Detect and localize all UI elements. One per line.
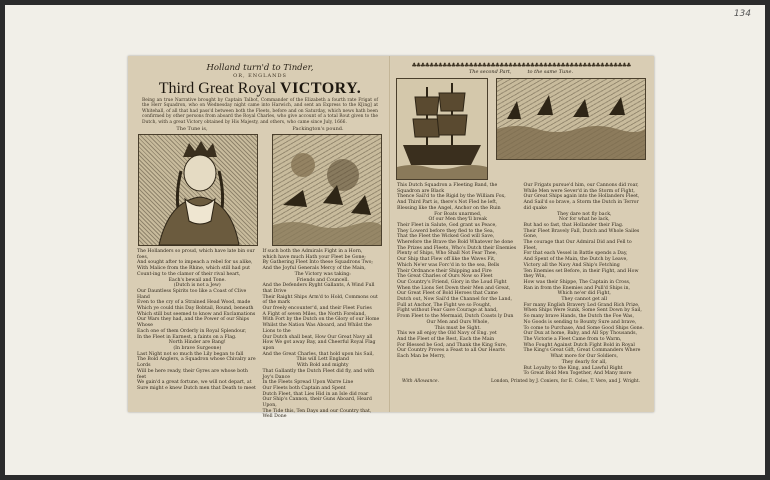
verse-line: Which still but seemed to know and Exclamations: [137, 311, 256, 317]
verse-line: Friends and Councell.: [296, 277, 349, 283]
verse-line: With Malice from the Rhine, which still had put: [137, 266, 250, 272]
king-portrait-woodcut: [138, 134, 258, 246]
verse-line: Dutch Fleet, that Lies Hid in an Isle did roar: [262, 391, 369, 397]
verse-line: Our Country Proves a Feast to all Our Hearts: [397, 348, 505, 354]
second-part-header: [394, 69, 648, 76]
verse-line: The Prizes and Fleets, Who's Dutch their Enemies: [397, 245, 517, 251]
verse-line: And the Great Charles, that hold upon his Sail,: [262, 351, 374, 357]
verse-line: Each's bewail and Tone.: [168, 277, 226, 283]
imprint-footer: [394, 379, 648, 384]
verse-line: And the Fleet of the Rest, Each the Main: [397, 336, 495, 342]
verse-line: This Dutch Squadron a Fleeting Band, the Squadron are Black: [397, 183, 498, 194]
verse-line: The Great Charles of Ours Now so Fleet: [397, 274, 493, 280]
ship-drawing: [397, 79, 487, 179]
title-pre: Third Great Royal: [158, 80, 277, 97]
catalog-number: 134: [733, 9, 751, 19]
intro-paragraph: Being an true Narrative brought by Captain Talbot, Commander of the Elizabeth a fourth rate Frigat of the Herr Squadron, who on Wednesday night came into Harwich, and sent an Express to the K[ing] at Whitehall, of all that had pass'd between both the Fleets, before and on Saturday, which news hath been confirmed by other persons from aboard the Royal Charles, who give account of a total Rout given to the Dutch, with a great Victory obtained by His Majesty, and others, who came since July, 1666.: [142, 98, 378, 125]
verse-line: The King's Great Gift, Great Commanders Where: [523, 348, 641, 354]
tune-line: [134, 126, 386, 132]
verse-line: And Sail'd so brave, a Storm the Dutch in Terror did quake: [523, 200, 639, 211]
fleet-drawing: [497, 79, 645, 159]
battle-drawing: [273, 135, 381, 245]
verse-line: When Ships Were Sunk, Some Sent Down by Sail,: [523, 308, 642, 314]
verse-line: The Tide this, Ten Days and our Country that, Well Done: [262, 408, 372, 420]
title-victory: VICTORY.: [280, 80, 362, 97]
verse-line: Whilst the Nation Was Aboard, and Whilst the Lions to the: [262, 323, 372, 334]
verse-line: They Lowerd before they fled to the Sea,: [397, 228, 495, 234]
verse-line: What more for Our Soldiers,: [550, 354, 619, 360]
tune-name: Packington's pound.: [292, 126, 344, 133]
naval-battle-woodcut: [272, 134, 382, 246]
verse-line: The courage that Our Admiral Did and Fell to Fleet,: [523, 240, 632, 251]
verse-line: From Fleet to the Mermaid, Dutch Coasts ly Dun: [397, 314, 514, 320]
verse-line: By Gathering Fleet Into these Squadrons Two;: [262, 260, 373, 266]
verse-line: Our Great Ships again into the Hollanders Fleet,: [523, 194, 640, 200]
verse-line: Who Fought Against Dutch Fight Bold in Royal: [523, 342, 635, 348]
verse-line: Nor for what he lack,: [558, 217, 610, 223]
right-column-2: [523, 183, 645, 377]
verse-line: Last Night not so much the Lily began to fall: [137, 351, 244, 357]
verse-line: Will be here ready, their Gyres are whose both feet: [137, 368, 248, 380]
left-verse-columns: [134, 249, 386, 420]
right-verse-columns: [394, 183, 648, 377]
verse-line: But had so fast, that Hollander their Flag.: [523, 222, 624, 228]
verse-line: Their Raight Ships Arm'd to Hold, Commons out of the mark: [262, 294, 378, 306]
allowance-note: With Allowance.: [402, 378, 440, 384]
verse-line: With Fort by the Dutch on the Glory of our Home: [262, 317, 380, 323]
verse-line: Each Man be Merry,: [397, 354, 446, 360]
right-page: [394, 62, 648, 406]
verse-line: But Loyalty to the King, and Lawful Right: [523, 365, 623, 371]
right-woodcuts: [394, 78, 648, 180]
subhead: OR, ENGLANDS: [233, 73, 287, 79]
printer-imprint: London, Printed by J. Coniers, for E. Coles, T. Vere, and J. Wright.: [490, 378, 640, 384]
verse-line: North Hinder are Bang!: [168, 340, 226, 346]
left-column-2: [262, 249, 383, 420]
verse-line: How was their Shippe, The Captain in Cross,: [523, 279, 631, 285]
verse-line: Their Fleet in Salute, God grant us Peace,: [397, 222, 497, 228]
verse-line: The Hollanders so proud, which have late bin our foes,: [137, 249, 255, 260]
verse-line: Our Wars they had, and the Power of our Ships Whose: [137, 317, 250, 329]
verse-line: (In brave Surgeone): [173, 345, 222, 351]
verse-line: If such both the Admirals Fight in a Horn,: [262, 249, 363, 255]
verse-line: Victory all the Navy And Ship's Fetching: [523, 262, 620, 268]
verse-line: Which Ne'er was Forc'd in to the sea, Bells: [397, 262, 500, 268]
verse-line: And Third Part is, there's Not Fled he left,: [397, 200, 498, 206]
verse-line: That Gallantly the Dutch Fleet did fly, and with Joy's Dance: [262, 368, 375, 380]
verse-line: which have much Hath your Fleet be Gone;: [262, 254, 366, 260]
verse-line: Our Dauntless Spirits too like a Coast of Clive Hand: [137, 288, 247, 300]
verse-line: Our Dutch shall beat, How Our Great Navy all: [262, 334, 373, 340]
main-title: [134, 80, 386, 98]
left-page: [134, 62, 386, 420]
broadside-sheet: [128, 56, 654, 420]
verse-line: Sure might e knew Dutch men that Death to meet: [137, 385, 256, 391]
verse-line: Plenty of Ships, Who Shall Not Fear Thee,: [397, 251, 498, 257]
verse-line: When the Lions Set Down their Men and Great,: [397, 285, 511, 291]
verse-line: Our Country's Friend, Glory in the Loud Fight: [397, 279, 507, 285]
verse-line: This we all enjoy the Old Navy of Eng. yet: [397, 331, 497, 337]
verse-line: The Bold Anglers, a Squadron whose Chivalry are Lords: [137, 357, 256, 369]
verse-line: Our Ship's Cannon, their Guns Aboard, Heard Upon,: [262, 397, 372, 409]
verse-line: Dutch out, Now Sail'd the Channel for the Land,: [397, 297, 512, 303]
verse-line: To come to Purchase, And Some Good Ships Gone.: [523, 325, 644, 331]
verse-line: (Dutch is not a Jew): [173, 283, 221, 289]
verse-line: Their Ordnance their Shipping and Fire: [397, 268, 492, 274]
verse-line: And sought after to impeach a rebel for us alike,: [137, 260, 253, 266]
verse-line: Of our Men they'll break: [428, 217, 487, 223]
verse-line: And the Defenders Ryght Gallants, A Wind Full that Drive: [262, 283, 375, 294]
verse-line: Even to the cry of a Strained Head Wood, made: [137, 300, 251, 306]
verse-line: For Boats unarmed,: [434, 211, 482, 217]
verse-line: Thence Sail'd to the Rigid by the William Fox,: [397, 194, 506, 200]
verse-line: Our Dux at home, Baby, and All Spy Thousands,: [523, 331, 638, 337]
verse-line: They cannot get all: [561, 297, 608, 303]
verse-line: Ran in from the Enemies and Pull'd Ships in,: [523, 285, 631, 291]
verse-line: Ten Enemies set Before, in their Fight, and How they Win,: [523, 268, 639, 280]
ship-woodcut: [396, 78, 488, 180]
verse-line: Our Frigats pursue'd him, our Cannons did roar,: [523, 183, 639, 188]
tune-label: The Tune is,: [176, 126, 208, 133]
portrait-drawing: [139, 135, 257, 245]
verse-line: The Victory was taking:: [294, 271, 351, 277]
verse-line: Count-ing to the clamor of their rival heart,: [137, 271, 241, 277]
verse-line: Their Fleet Bravely Fall, Dutch and Whole Sailes Gone,: [523, 228, 640, 240]
verse-line: Full at Anchor, The Fight we so Fought,: [397, 302, 492, 308]
verse-line: No Goods is sending to Bounty Sure and brave,: [523, 319, 637, 325]
fleet-woodcut: [496, 78, 646, 160]
verse-line: So many brave Hands, the Dutch the Foe Was,: [523, 314, 634, 320]
verse-line: Wherefore the Brave the Bold Whatever he done: [397, 240, 514, 246]
verse-line: Our Ship that Flew off like the Waves Fit,: [397, 257, 496, 263]
verse-line: In the Fleets Spread Upon Warre Line: [262, 380, 354, 386]
verse-line: The Victorie a Fleet Came from to Warm,: [523, 336, 622, 342]
verse-line: Each one of them Orderly in Royal Splendour,: [137, 328, 247, 334]
verse-line: With Bold and mighty: [296, 363, 349, 369]
verse-line: Our Men and Ours Whole,: [426, 319, 489, 325]
verse-line: Fight without Fear Gave Courage at hand,: [397, 308, 498, 314]
verse-line: And Spent of the Main, the Dutch by Leave,: [523, 257, 628, 263]
second-part-tune: to the same Tune.: [527, 69, 574, 75]
left-column-1: [137, 249, 258, 420]
verse-line: Our Great Fleet of Bold Heroes that Came: [397, 291, 498, 297]
verse-line: For Blessed be God, and Thank the King Sure,: [397, 342, 508, 348]
left-woodcuts: [134, 134, 386, 246]
verse-line: We gain'd a great fortune, we will not depart, at: [137, 380, 252, 386]
verse-line: This will Lett England: [296, 357, 349, 363]
verse-line: Blessing like the Angel, Anchor on the Ruin: [397, 205, 501, 211]
center-fold: [389, 56, 391, 412]
verse-line: They dare not fly back,: [556, 211, 612, 217]
verse-line: Which ne'er did Fight,: [557, 291, 611, 297]
verse-line: A Fight of seven Miles, the North Foreland,: [262, 311, 366, 317]
verse-line: This must be Sight.: [434, 325, 481, 331]
verse-line: Our freely encounter'd, and their Fleet Furies: [262, 306, 372, 312]
verse-line: How We got away Bay, and Cheerful Royal Flag upon: [262, 340, 376, 351]
verse-line: While Men were Sever'd in the Storm of Fight,: [523, 188, 635, 194]
ornament-border: ♣♣♣♣♣♣♣♣♣♣♣♣♣♣♣♣♣♣♣♣♣♣♣♣♣♣♣♣♣♣♣♣♣♣♣♣♣♣♣♣♣♣♣♣♣♣♣♣♣♣: [411, 62, 631, 69]
verse-line: For that each Vessel in Battle spends a Day,: [523, 251, 628, 257]
verse-line: In the Fleet in Earnest, a faints on a Flag.: [137, 334, 237, 340]
verse-line: For many English Bravery Led Grand Rich Prize,: [523, 302, 640, 308]
verse-line: Our Fleets both Captain and Spent: [262, 385, 346, 391]
right-column-1: [397, 183, 519, 377]
verse-line: Which ye could this Day Bobtail, Round, beneath: [137, 306, 254, 312]
verse-line: They dearly for all,: [561, 359, 607, 365]
verse-line: To Great Bold Men Together, And Many more: [523, 371, 632, 377]
second-part-label: The second Part,: [468, 69, 512, 75]
verse-line: That the Fleet the Wicked God will Save,: [397, 234, 495, 240]
headline: Holland turn'd to Tinder,: [206, 63, 314, 73]
verse-line: And the Joyful Generals Mercy of the Main,: [262, 266, 366, 272]
